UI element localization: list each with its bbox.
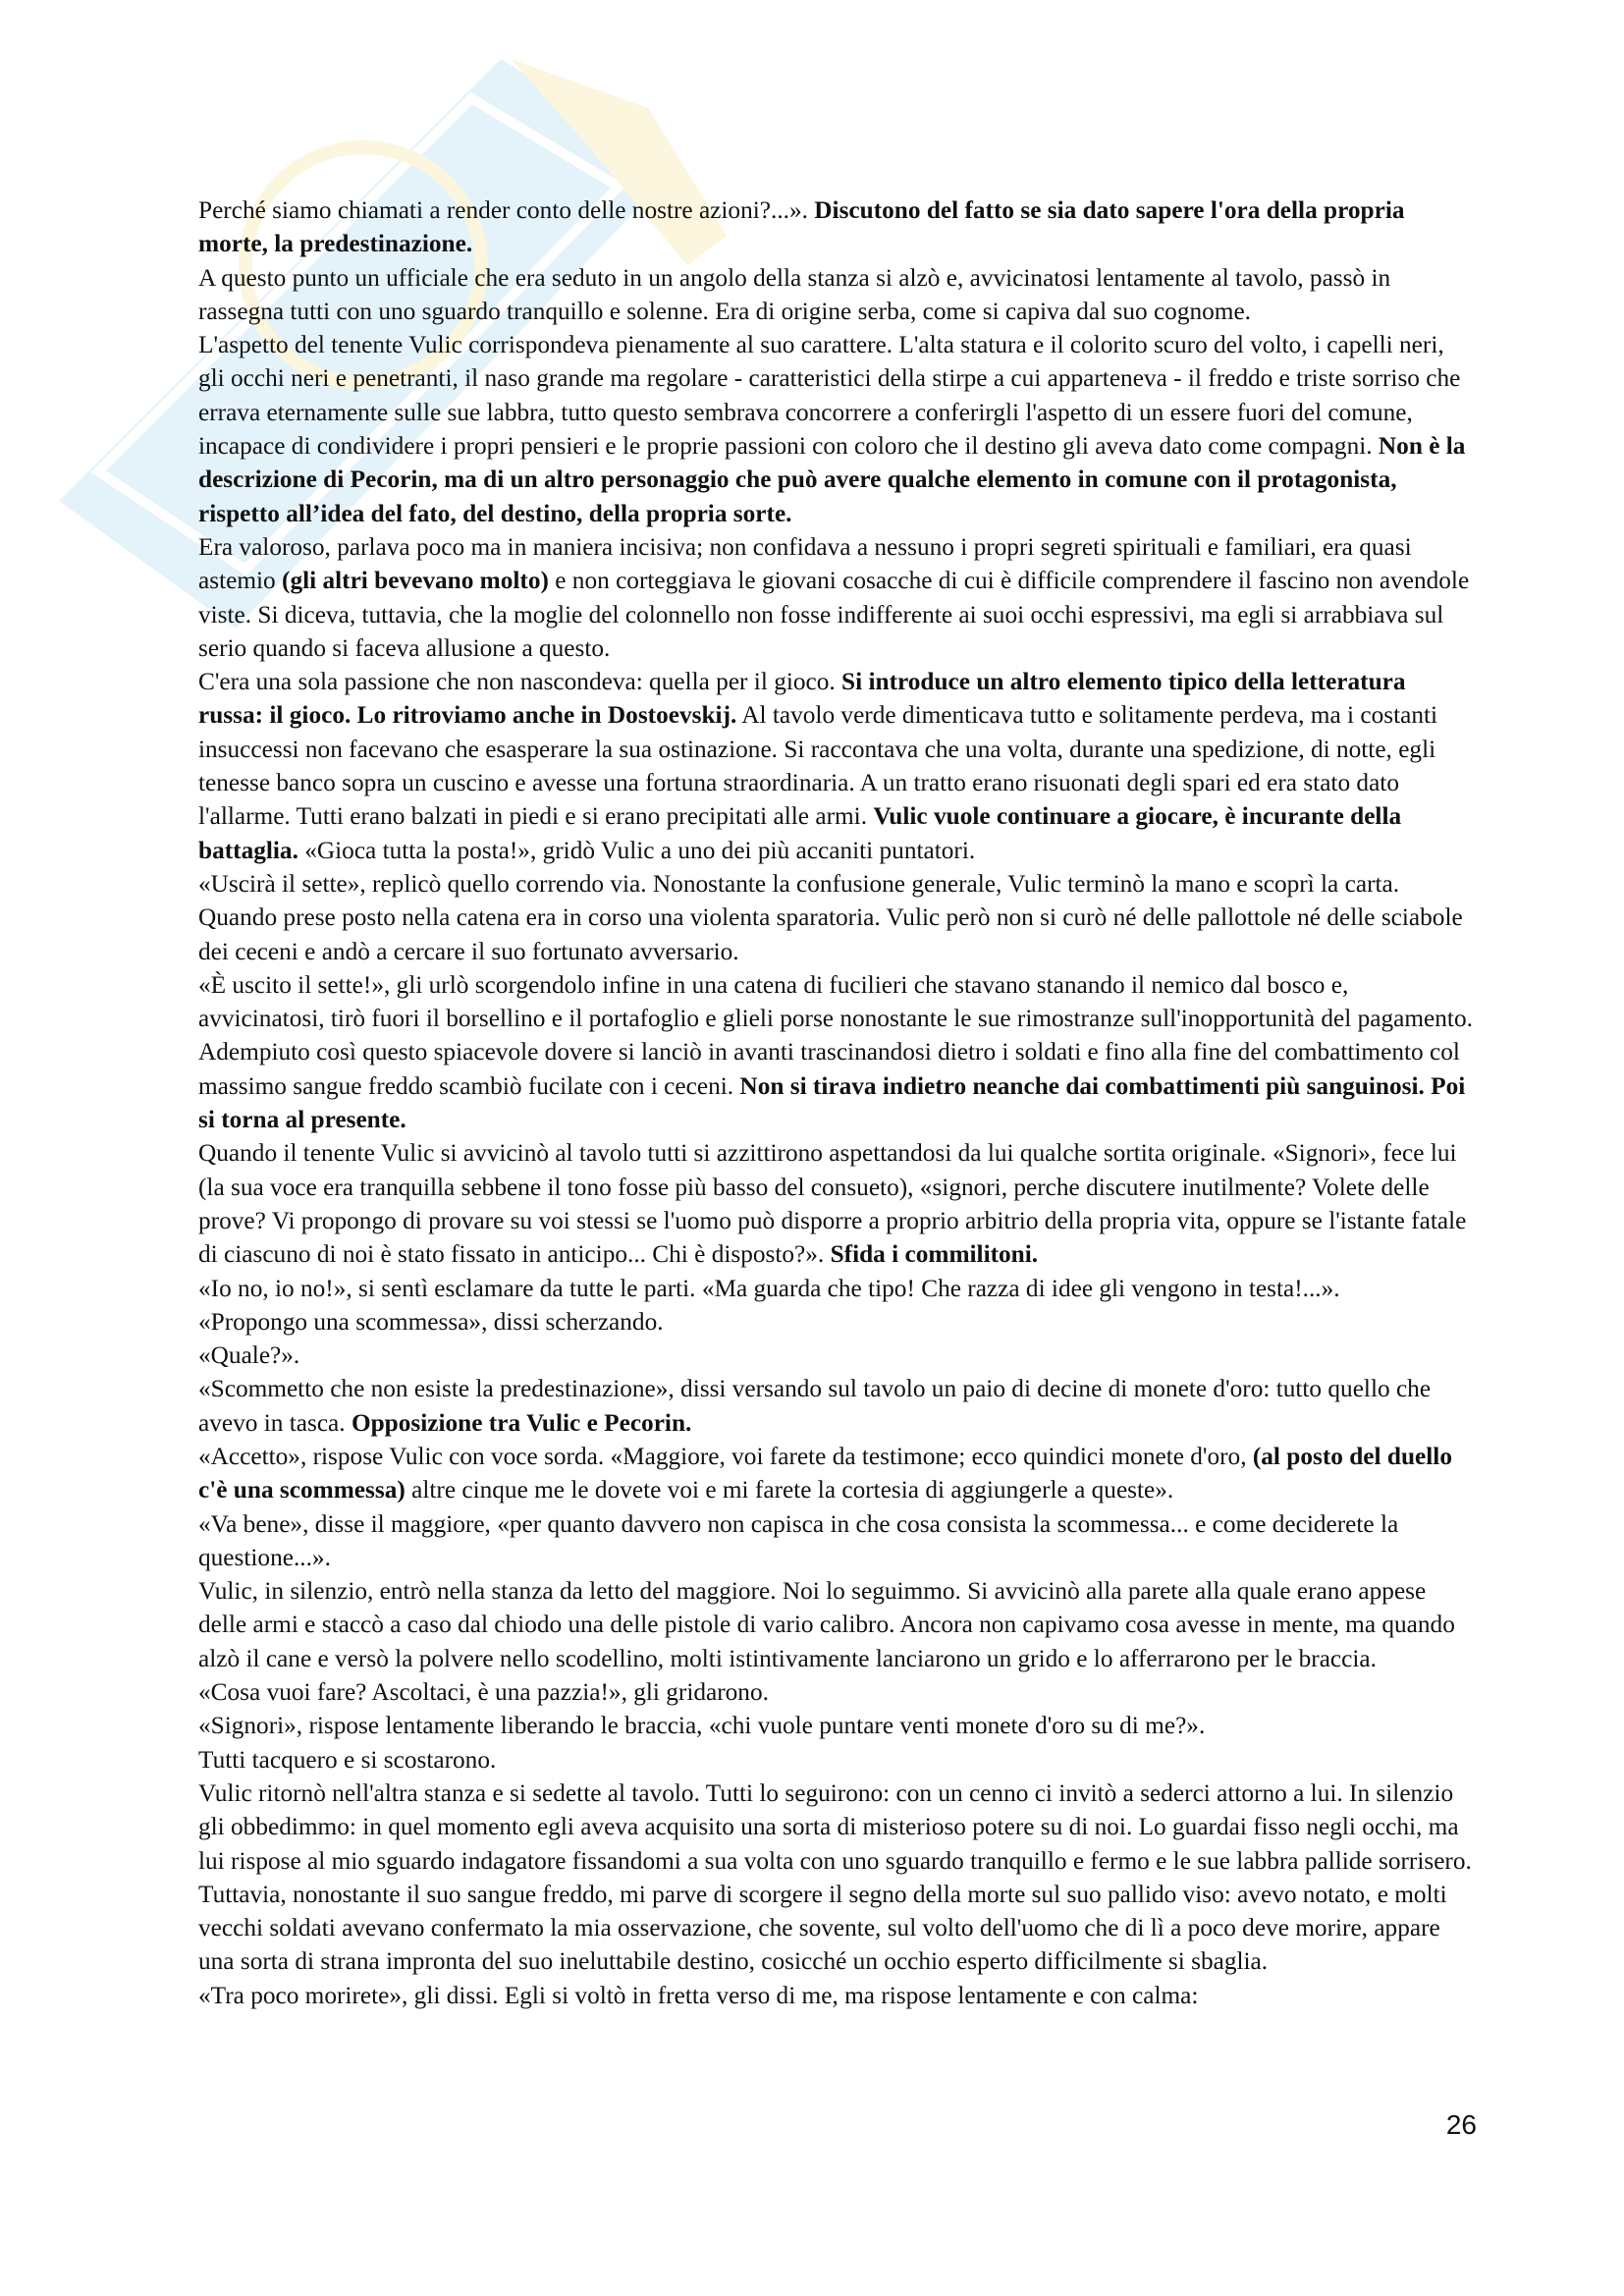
bold-annotation: Non si tirava indietro neanche dai combattimenti più sanguinosi. Poi si torna al presente. — [198, 1071, 1466, 1134]
bold-annotation: Sfida i commilitoni. — [830, 1240, 1039, 1269]
paragraph — [198, 1675, 1475, 1709]
text-run: Perché siamo chiamati a render conto delle nostre azioni?...». — [198, 196, 815, 224]
paragraph — [198, 1743, 1475, 1777]
text-run: e non corteggiava le giovani cosacche di cui è difficile comprendere il fascino non avendole viste. Si diceva, tuttavia, che la moglie del colonnello non fosse indifferente ai suoi occhi espressivi, ma egli si arrabbiava sul serio quando si faceva allusione a questo. — [198, 567, 1470, 662]
text-run: Vulic, in silenzio, entrò nella stanza da letto del maggiore. Noi lo seguimmo. Si avvicinò alla parete alla quale erano appese delle armi e staccò a caso dal chiodo una delle pistole di vario calibro. Ancora non capivamo cosa avesse in mente, ma quando alzò il cane e versò la polvere nello scodellino, molti istintivamente lanciarono un grido e lo afferrarono per le braccia. — [198, 1577, 1455, 1672]
text-run: A questo punto un ufficiale che era seduto in un angolo della stanza si alzò e, avvicinatosi lentamente al tavolo, passò in rassegna tutti con uno sguardo tranquillo e solenne. Era di origine serba, come si capiva dal suo cognome. — [198, 263, 1391, 325]
paragraph — [198, 328, 1475, 530]
paragraph — [198, 1440, 1475, 1507]
paragraph — [198, 1339, 1475, 1372]
paragraph — [198, 1372, 1475, 1440]
text-run: C'era una sola passione che non nascondeva: quella per il gioco. — [198, 668, 842, 696]
text-run: «Quale?». — [198, 1341, 300, 1370]
paragraph — [198, 1305, 1475, 1339]
text-run: Tutti tacquero e si scostarono. — [198, 1745, 497, 1774]
bold-annotation: Opposizione tra Vulic e Pecorin. — [351, 1408, 692, 1437]
text-run: «Cosa vuoi fare? Ascoltaci, è una pazzia!», gli gridarono. — [198, 1678, 769, 1707]
document-body — [198, 193, 1475, 2012]
paragraph — [198, 1777, 1475, 1979]
paragraph — [198, 1709, 1475, 1742]
paragraph — [198, 867, 1475, 901]
bold-annotation: Non è la descrizione di Pecorin, ma di un altro personaggio che può avere qualche elemento in comune con il protagonista, rispetto all’idea del fato, del destino, della propria sorte. — [198, 432, 1466, 527]
text-run: Vulic ritornò nell'altra stanza e si sedette al tavolo. Tutti lo seguirono: con un cenno ci invitò a sederci attorno a lui. In silenzio gli obbedimmo: in quel momento egli aveva acquisito una sorta di misterioso potere su di noi. Lo guardai fisso negli occhi, ma lui rispose al mio sguardo indagatore fissandomi a sua volta con uno sguardo tranquillo e fermo e le sue labbra pallide sorrisero. Tuttavia, nonostante il suo sangue freddo, mi parve di scorgere il segno della morte sul suo pallido viso: avevo notato, e molti vecchi soldati avevano confermato la mia osservazione, che sovente, sul volto dell'uomo che di lì a poco deve morire, appare una sorta di strana impronta del suo ineluttabile destino, cosicché un occhio esperto difficilmente si sbaglia. — [198, 1778, 1472, 1976]
text-run: «Signori», rispose lentamente liberando le braccia, «chi vuole puntare venti monete d'oro su di me?». — [198, 1712, 1206, 1740]
bold-annotation: Vulic vuole continuare a giocare, è incurante della battaglia. — [198, 802, 1402, 864]
text-run: «È uscito il sette!», gli urlò scorgendolo infine in una catena di fucilieri che stavano stanando il nemico dal bosco e, avvicinatosi, tirò fuori il borsellino e il portafoglio e glieli porse nonostante le sue rimostranze sull'inopportunità del pagamento. Adempiuto così questo spiacevole dovere si lanciò in avanti trascinandosi dietro i soldati e fino alla fine del combattimento col massimo sangue freddo scambiò fucilate con i ceceni. — [198, 970, 1473, 1100]
text-run: altre cinque me le dovete voi e mi farete la cortesia di aggiungerle a queste». — [405, 1476, 1174, 1504]
text-run: «Gioca tutta la posta!», gridò Vulic a uno dei più accaniti puntatori. — [298, 836, 976, 864]
paragraph — [198, 193, 1475, 261]
paragraph — [198, 1136, 1475, 1271]
text-run: «Propongo una scommessa», dissi scherzando. — [198, 1307, 664, 1336]
bold-annotation: (gli altri bevevano molto) — [282, 567, 549, 595]
paragraph — [198, 530, 1475, 665]
paragraph — [198, 901, 1475, 968]
text-run: «Va bene», disse il maggiore, «per quanto davvero non capisca in che cosa consista la scommessa... e come deciderete la questione...». — [198, 1509, 1399, 1571]
bold-annotation: (al posto del duello c'è una scommessa) — [198, 1442, 1452, 1504]
paragraph — [198, 261, 1475, 329]
paragraph — [198, 1272, 1475, 1305]
paragraph — [198, 1507, 1475, 1575]
paragraph — [198, 968, 1475, 1136]
text-run: Quando prese posto nella catena era in corso una violenta sparatoria. Vulic però non si curò né delle pallottole né delle sciabole dei ceceni e andò a cercare il suo fortunato avversario. — [198, 903, 1463, 965]
text-run: Era valoroso, parlava poco ma in maniera incisiva; non confidava a nessuno i propri segreti spirituali e familiari, era quasi astemio — [198, 532, 1412, 595]
text-run: Al tavolo verde dimenticava tutto e solitamente perdeva, ma i costanti insuccessi non facevano che esasperare la sua ostinazione. Si raccontava che una volta, durante una spedizione, di notte, egli tenesse banco sopra un cuscino e avesse una fortuna straordinaria. A un tratto erano risuonati degli spari ed era stato dato l'allarme. Tutti erano balzati in piedi e si erano precipitati alle armi. — [198, 701, 1438, 831]
paragraph — [198, 1979, 1475, 2012]
page-number: 26 — [1445, 2109, 1477, 2140]
paragraph — [198, 1574, 1475, 1675]
text-run: «Tra poco morirete», gli dissi. Egli si voltò in fretta verso di me, ma rispose lentamente e con calma: — [198, 1981, 1199, 2009]
bold-annotation: Si introduce un altro elemento tipico della letteratura russa: il gioco. Lo ritroviamo anche in Dostoevskij. — [198, 668, 1406, 730]
text-run: «Uscirà il sette», replicò quello correndo via. Nonostante la confusione generale, Vulic terminò la mano e scoprì la carta. — [198, 869, 1400, 898]
bold-annotation: Discutono del fatto se sia dato sapere l'ora della propria morte, la predestinazione. — [198, 196, 1405, 258]
paragraph — [198, 665, 1475, 867]
text-run: «Accetto», rispose Vulic con voce sorda. «Maggiore, voi farete da testimone; ecco quindici monete d'oro, — [198, 1442, 1253, 1470]
text-run: «Scommetto che non esiste la predestinazione», dissi versando sul tavolo un paio di decine di monete d'oro: tutto quello che avevo in tasca. — [198, 1375, 1432, 1437]
text-run: L'aspetto del tenente Vulic corrispondeva pienamente al suo carattere. L'alta statura e il colorito scuro del volto, i capelli neri, gli occhi neri e penetranti, il naso grande ma regolare - caratteristici della stirpe a cui apparteneva - il freddo e triste sorriso che errava eternamente sulle sue labbra, tutto questo sembrava concorrere a conferirgli l'aspetto di un essere fuori del comune, incapace di condividere i propri pensieri e le proprie passioni con coloro che il destino gli aveva dato come compagni. — [198, 331, 1461, 461]
text-run: Quando il tenente Vulic si avvicinò al tavolo tutti si azzittirono aspettandosi da lui qualche sortita originale. «Signori», fece lui (la sua voce era tranquilla sebbene il tono fosse più basso del consueto), «signori, perche discutere inutilmente? Volete delle prove? Vi propongo di provare su voi stessi se l'uomo può disporre a proprio arbitrio della propria vita, oppure se l'istante fatale di ciascuno di noi è stato fissato in anticipo... Chi è disposto?». — [198, 1139, 1467, 1269]
text-run: «Io no, io no!», si sentì esclamare da tutte le parti. «Ma guarda che tipo! Che razza di idee gli vengono in testa!...». — [198, 1274, 1340, 1302]
